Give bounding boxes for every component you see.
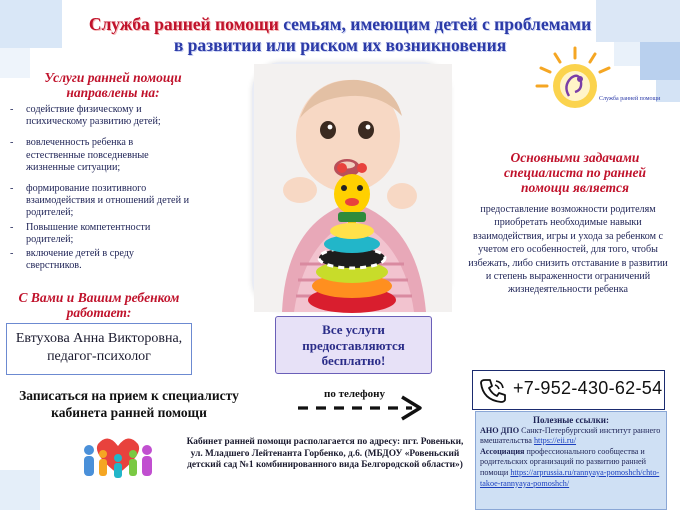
child-with-toy-illustration [254, 64, 452, 312]
services-heading: Услуги ранней помощи направлены на: [44, 70, 182, 100]
family-logo-icon [79, 432, 157, 484]
sun-logo-icon [529, 42, 661, 120]
appointment-text: Записаться на прием к специалисту кабинета ранней помощи [19, 388, 239, 420]
link-entry-arp [480, 447, 662, 489]
title-blue-line2: в развитии или риском их возникновения [173, 35, 507, 55]
org1-desc: Санкт-Петербургский институт раннего вмешательства [480, 425, 661, 446]
title-blue-line1: семьям, имеющим детей с проблемами [283, 14, 592, 34]
org2-desc: профессионального сообщества и родительских организаций по развитию ранней помощи [480, 446, 647, 477]
specialist-heading: С Вами и Вашим ребенком работает: [18, 290, 180, 320]
child-photo [252, 62, 450, 310]
free-services-notice: Все услуги предоставляются бесплатно! [275, 316, 432, 374]
org1-link[interactable]: https://eii.ru/ [533, 436, 577, 446]
service-item: - включение детей в среду сверстников. [10, 248, 190, 272]
org2-link[interactable]: https://arprussia.ru/rannyaya-pomoshch/chto-takoe-rannyaya-pomoshch/ [480, 467, 660, 488]
by-phone-label: по телефону [324, 388, 386, 400]
services-list [10, 104, 190, 281]
org2-name: Ассоциация [480, 446, 525, 456]
arrow-right-icon [296, 392, 430, 422]
service-item: - формирование позитивного взаимодействия и отношений детей и родителей; [10, 183, 190, 220]
tasks-body: предоставление возможности родителям приобретать необходимые навыки взаимодействия, игры и ухода за ребенком с учетом его особенностей, для того, чтобы избежать, либо снизить отставание в развитии и степень выраженности ограничений жизнедеятельности ребенка [468, 204, 668, 296]
useful-links-box [475, 411, 667, 510]
logo-caption: Служба ранней помощи [599, 96, 661, 102]
phone-box[interactable] [472, 370, 665, 410]
service-item: - вовлеченность ребенка в естественные повседневные жизненные ситуации; [10, 137, 190, 174]
service-item: - Повышение компетентности родителей; [10, 222, 190, 246]
service-item: - содействие физическому и психическому развитию детей; [10, 104, 190, 128]
specialist-role: педагог-психолог [47, 349, 151, 364]
phone-number[interactable]: +7-952-430-62-54 [513, 378, 663, 398]
specialist-box [6, 323, 192, 375]
phone-icon [479, 377, 507, 405]
org1-name: АНО ДПО [480, 425, 520, 435]
links-heading: Полезные ссылки: [533, 415, 609, 425]
specialist-name: Евтухова Анна Викторовна, [15, 331, 183, 346]
address-text: Кабинет ранней помощи располагается по адресу: пгт. Ровеньки, ул. Младшего Лейтенанта Горбенко, д.6. (МБДОУ «Ровеньский детский сад №1 комбинированного вида Белгородской области») [186, 437, 464, 470]
link-entry-eii [480, 426, 662, 447]
tasks-heading: Основными задачами специалиста по ранней помощи является [504, 150, 646, 195]
title-red: Служба ранней помощи [88, 14, 279, 34]
